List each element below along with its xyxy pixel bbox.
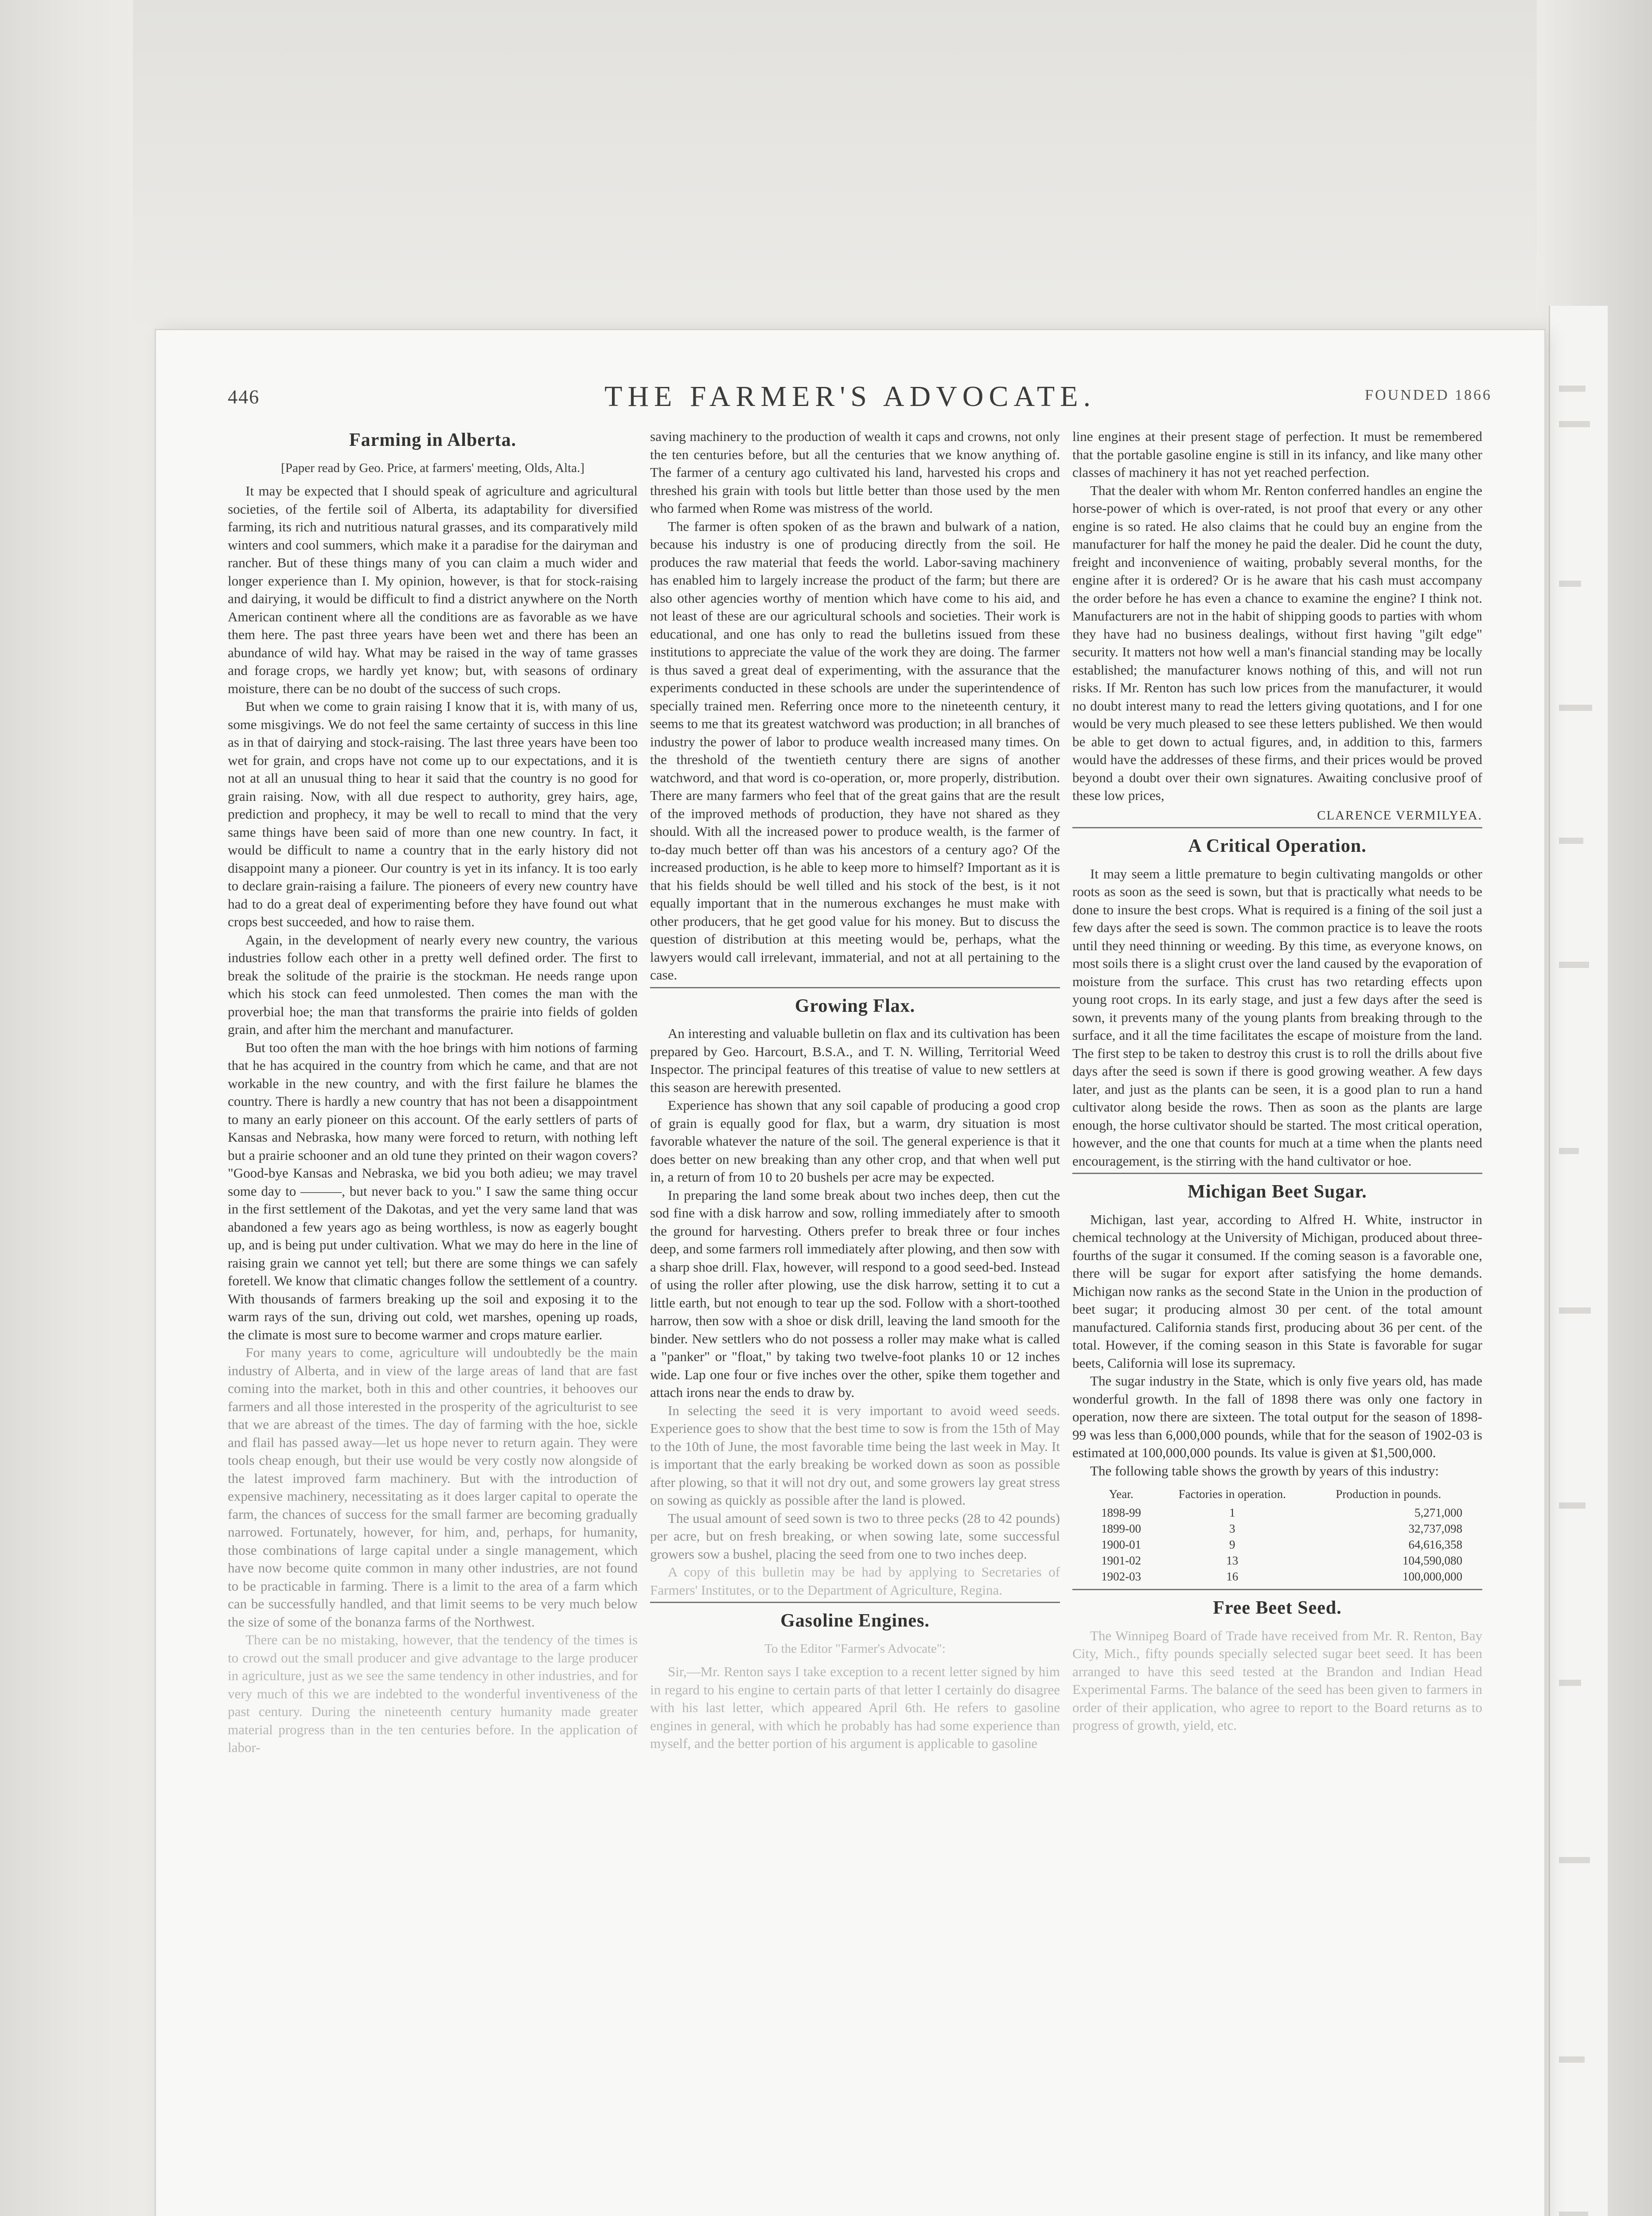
column-header: Year. (1109, 1487, 1134, 1501)
table-cell-factories: 3 (1229, 1522, 1235, 1535)
table-cell-production: 100,000,000 (1403, 1570, 1462, 1583)
paragraph: The sugar industry in the State, which is only five years old, has made wonderful growth. In the fall of 1898 there was only one factory in operation, now there are sixteen. The total output for the season of 1898-99 was less than 6,000,000 pounds, while that for the season of 1902-03 is estimated at 100,000,000 pounds. Its value is given at $1,500,000. (1072, 1373, 1482, 1460)
paragraph: Sir,—Mr. Renton says I take exception to a recent letter signed by him in regard to his engine to certain parts of that letter I certainly do disagree with his last letter, which appeared April 6th. He refers to gasoline engines in general, with which he probably has had some experience than myself, and the better portion of his argument is applicable to gasoline (650, 1664, 1060, 1751)
paragraph: The following table shows the growth by years of this industry: (1090, 1463, 1439, 1479)
paragraph: Michigan, last year, according to Alfred H. White, instructor in chemical technology at the University of Michigan, produced about three-fourths of the sugar it consumed. If the coming season is a favorable one, there will be sugar for export after satisfying the home demands. Michigan now ranks as the second State in the Union in the production of beet sugar; it producing almost 30 per cent. of the total amount manufactured. California stands first, producing about 36 per cent. of the total. However, if the coming season in this State is favorable for sugar beets, California will lose its supremacy. (1072, 1211, 1482, 1371)
paragraph: For many years to come, agriculture will undoubtedly be the main industry of Alberta, and in view of the large areas of land that are fast coming into the market, both in this and other countries, it behooves our farmers and all those interested in the prosperity of the agriculturist to see that we are abreast of the times. The day of farming with the hoe, sickle and flail has passed away—let us hope never to return again. They were tools cheap enough, but their use would be very costly now alongside of the latest improved farm machinery. But with the introduction of expensive machinery, necessitating as it does larger capital to operate the farm, the chances of success for the small farmer are becoming gradually narrowed. Fortunately, however, for him, and, perhaps, for humanity, those combinations of large capital under a single management, which have now become quite common in many other industries, are not found to be practicable in farming. There is a limit to the area of a farm which can be successfully handled, and that limit seems to be very much below the size of some of the bonanza farms of the Northwest. (228, 1345, 638, 1630)
paragraph: Experience has shown that any soil capable of producing a good crop of grain is equally good for flax, but a warm, dry situation is most favorable whatever the nature of the soil. The general experience is that it does better on new breaking than any other crop, and that when well put in, a return of from 10 to 20 bushels per acre may be expected. (650, 1097, 1060, 1185)
column-1 (228, 428, 638, 1757)
table-cell-production: 104,590,080 (1403, 1554, 1462, 1567)
table-cell-year: 1901-02 (1101, 1554, 1141, 1567)
table-cell-year: 1898-99 (1101, 1506, 1141, 1519)
page-number: 446 (228, 386, 260, 408)
paragraph: In preparing the land some break about two inches deep, then cut the sod fine with a disk harrow and sow, rolling immediately after to smooth the ground for harvesting. Others prefer to break three or four inches deep, and some farmers roll immediately after plowing, and then sow with a sharp shoe drill. Flax, however, will respond to a good seed-bed. Instead of using the roller after plowing, use the disk harrow, setting it to cut a little earth, but not enough to tear up the sod. Follow with a short-toothed harrow, then sow with a shoe or disk drill, leaving the land smooth for the binder. New settlers who do not possess a roller may make what is called a "panker" or "float," by taking two twelve-foot planks 10 or 12 inches wide. Lap one four or five inches over the other, spike them together and attach irons near the ends to draw by. (650, 1187, 1060, 1400)
table-cell-production: 64,616,358 (1408, 1538, 1462, 1551)
paragraph: It may seem a little premature to begin cultivating mangolds or other roots as soon as the seed is sown, but that is practically what needs to be done to insure the best crops. What is required is a fining of the soil just a few days after the seed is sown. The common practice is to leave the roots until they need thinning or weeding. By this time, as everyone knows, on most soils there is a slight crust over the land caused by the evaporation of moisture from the surface. This crust has two retarding effects upon young root crops. In its early stage, and just a few days after the seed is sown, it prevents many of the young plants from breaking through to the surface, and it all the time facilitates the escape of moisture from the land. The first step to be taken to destroy this crust is to roll the drills about five days after the seed is sown if there is good growing weather. A few days later, and just as the plants can be seen, it is a good plan to run a hand cultivator along beside the rows. Then as soon as the plants are large enough, the horse cultivator should be started. The most critical operation, however, and the one that counts for much at a time when the plants need encouragement, is the stirring with the hand cultivator or hoe. (1072, 866, 1482, 1169)
table-header-row (1089, 1486, 1466, 1505)
article-title-farming-in-alberta: Farming in Alberta. (349, 430, 517, 450)
paragraph: But when we come to grain raising I know that it is, with many of us, some misgivings. We do not feel the same certainty of success in this line as in that of dairying and stock-raising. The last three years have been too wet for grain, and crops have not come up to our expectations, and it is not at all an unusual thing to hear it said that the country is no good for grain raising. Now, with all due respect to authority, grey hairs, age, prediction and prophecy, it may be well to recall to mind that the very same things have been said of more than one new country. In fact, it would be difficult to name a country that in the early history did not disappoint many a pioneer. Our country is yet in its infancy. It is too early to declare grain-raising a failure. The pioneers of every new country have had to do a great deal of experimenting before they have found out what crops best succeeded, and how to raise them. (228, 698, 638, 929)
table-cell-production: 32,737,098 (1408, 1522, 1462, 1535)
scan-background-top (0, 0, 1652, 337)
paragraph: In selecting the seed it is very important to avoid weed seeds. Experience goes to show that the best time to sow is from the 15th of May to the 10th of June, the most favorable time being the last week in May. It is important that the early breaking be worked down as soon as possible after plowing, so that it will not dry out, and some growers lay great stress on sowing as quickly as possible after the land is plowed. (650, 1402, 1060, 1508)
paragraph: An interesting and valuable bulletin on flax and its cultivation has been prepared by Geo. Harcourt, B.S.A., and T. N. Willing, Territorial Weed Inspector. The principal features of this treatise of value to new settlers at this season are herewith presented. (650, 1026, 1060, 1095)
article-divider (650, 1602, 1060, 1603)
letter-address: To the Editor "Farmer's Advocate": (764, 1641, 946, 1656)
table-row (1089, 1568, 1466, 1584)
paragraph: The farmer is often spoken of as the brawn and bulwark of a nation, because his industry is one of producing directly from the soil. He produces the raw material that feeds the world. Labor-saving machinery has enabled him to largely increase the product of the farm; but there are also other agencies worthy of mention which have come to his aid, and not least of these are our agricultural schools and societies. Their work is educational, and one has only to read the bulletins issued from these institutions to appreciate the value of the work they are doing. The farmer is thus saved a great deal of experimenting, with the assurance that the experiments conducted in these schools are under the superintendence of specially trained men. Referring once more to the nineteenth century, it seems to me that its greatest watchword was production; in all branches of industry the power of labor to produce wealth increased many times. On the threshold of the twentieth century there are signs of another watchword, and that word is co-operation, or, more properly, distribution. There are many farmers who feel that of the great gains that are the result of the improved methods of production, they have not shared as they should. With all the increased power to produce wealth, is the farmer of to-day much better off than was his ancestors of a century ago? Of the increased production, is he able to keep more to himself? Important as it is that his fields should be well tilled and his stock of the best, is it not equally important that in the numerous exchanges he must make with other producers, that he get good value for his money. But to discuss the question of distribution at this meeting would be, perhaps, what the lawyers would call irrelevant, immaterial, and not at all pertaining to the case. (650, 518, 1060, 983)
column-2 (650, 428, 1060, 1753)
table-cell-factories: 1 (1229, 1506, 1235, 1519)
production-table (1089, 1486, 1466, 1584)
article-divider (650, 987, 1060, 988)
newspaper-page (156, 330, 1544, 2216)
article-divider (1072, 1589, 1482, 1590)
letter-signature: CLARENCE VERMILYEA. (1317, 808, 1482, 823)
table-row (1089, 1537, 1466, 1553)
table-cell-factories: 13 (1226, 1554, 1239, 1567)
publication-title: THE FARMER'S ADVOCATE. (604, 380, 1096, 413)
paragraph: Again, in the development of nearly every new country, the various industries follow each other in a pretty well defined order. The first to break the solitude of the prairie is the stockman. He needs range upon which his stock can feed unmolested. Then comes the man with the proverbial hoe; the man that transforms the prairie into fields of golden grain, and after him the merchant and manufacturer. (228, 932, 638, 1037)
table-cell-factories: 16 (1226, 1570, 1239, 1583)
paragraph: line engines at their present stage of perfection. It must be remembered that the portable gasoline engine is still in its infancy, and like many other classes of machinery it has not yet reached perfection. (1072, 429, 1482, 480)
paragraph: There can be no mistaking, however, that the tendency of the times is to crowd out the small producer and give advantage to the large producer in agriculture, just as we see the same tendency in other industries, and for very much of this we are indebted to the wonderful inventiveness of the past century. During the nineteenth century humanity made greater material progress than in the ten centuries before. In the application of labor- (228, 1632, 638, 1755)
article-title-free-beet-seed: Free Beet Seed. (1213, 1598, 1342, 1618)
table-cell-factories: 9 (1229, 1538, 1235, 1551)
table-cell-year: 1899-00 (1101, 1522, 1141, 1535)
article-title-gasoline-engines: Gasoline Engines. (780, 1611, 930, 1631)
paragraph: The usual amount of seed sown is two to three pecks (28 to 42 pounds) per acre, but on fresh breaking, or when sowing late, some successful growers sow a bushel, placing the seed from one to two inches deep. (650, 1510, 1060, 1562)
article-title-growing-flax: Growing Flax. (795, 995, 916, 1016)
table-row (1089, 1553, 1466, 1568)
article-title-critical-operation: A Critical Operation. (1188, 836, 1367, 856)
column-header: Production in pounds. (1336, 1487, 1442, 1501)
scan-background-left (0, 0, 133, 2216)
paragraph: It may be expected that I should speak of agriculture and agricultural societies, of the fertile soil of Alberta, its adaptability for diversified farming, its rich and nutritious natural grasses, and its comparatively mild winters and cool summers, which make it a paradise for the dairyman and rancher. But of these things many of you can claim a much wider and longer experience than I. My opinion, however, is that for stock-raising and dairying, it would be difficult to find a district anywhere on the North American continent where all the conditions are as favorable as we have them here. The past three years have been wet and there has been an abundance of wild hay. What may be raised in the way of tame grasses and forage crops, we hardly yet know; but, with seasons of ordinary moisture, there can be no doubt of the success of such crops. (228, 483, 638, 696)
paragraph: But too often the man with the hoe brings with him notions of farming that he has acquired in the country from which he came, and that are not workable in the new country, and with the first failure he blames the country. There is hardly a new country that has not been a disappointment to many an early pioneer on this account. Of the early settlers of parts of Kansas and Nebraska, how many were forced to return, with nothing left but a prairie schooner and an old tune they printed on their wagon covers? "Good-bye Kansas and Nebraska, we bid you both adieu; we may travel some day to ———, but never back to you." I saw the same thing occur in the first settlement of the Dakotas, and yet the very same land that was abandoned a few years ago as being worthless, is now as eagerly bought up, and is being put under cultivation. What we may do here in the line of raising grain we cannot yet tell; but there are some things we can safely foretell. We know that climatic changes follow the settlement of a country. With thousands of farmers breaking up the soil and exposing it to the warm rays of the sun, driving out cold, wet marshes, opening up roads, the climate is most sure to become warmer and crops mature earlier. (228, 1039, 638, 1342)
paragraph: saving machinery to the production of wealth it caps and crowns, not only the ten centuries before, but all the centuries that we know anything of. The farmer of a century ago cultivated his land, harvested his crops and threshed his grain with tools but little better than those used by the men who farmed when Rome was mistress of the world. (650, 429, 1060, 516)
table-cell-year: 1900-01 (1101, 1538, 1141, 1551)
paragraph: The Winnipeg Board of Trade have received from Mr. R. Renton, Bay City, Mich., fifty pounds specially selected sugar beet seed. It has been arranged to have this seed tested at the Brandon and Indian Head Experimental Farms. The balance of the seed has been given to farmers in order of their application, who agree to report to the Board returns as to progress of growth, yield, etc. (1072, 1627, 1482, 1733)
paragraph: That the dealer with whom Mr. Renton conferred handles an engine the horse-power of which is over-rated, is not proof that every or any other engine is so rated. He also claims that he could buy an engine from the manufacturer for half the money he paid the dealer. Did he count the duty, freight and inconvenience of waiting, probably several months, for the engine after it is ordered? Or is he aware that his cash must accompany the order before he has even a chance to examine the engine? I think not. Manufacturers are not in the habit of shipping goods to parties with whom they have had no business dealings, without first having "gilt edge" security. It matters not how well a man's financial standing may be locally established; the manufacturer knows nothing of this, and will not run risks. If Mr. Renton has such low prices from the manufacturer, it would no doubt interest many to read the letters giving quotations, and I for one would be very much pleased to see these letters published. We then would be able to get down to actual figures, and, in addition to this, farmers would have the addresses of these firms, and their prices would be proved beyond a doubt over their own signatures. Awaiting conclusive proof of these low prices, (1072, 482, 1482, 803)
table-cell-production: 5,271,000 (1414, 1506, 1462, 1519)
article-divider (1072, 1173, 1482, 1174)
table-row (1089, 1521, 1466, 1537)
adjacent-page-edge (1549, 306, 1608, 2216)
table-cell-year: 1902-03 (1101, 1570, 1141, 1583)
table-row (1089, 1505, 1466, 1521)
page-header (156, 330, 1544, 419)
column-3 (1072, 428, 1482, 1735)
article-subtitle: [Paper read by Geo. Price, at farmers' meeting, Olds, Alta.] (281, 460, 584, 475)
article-divider (1072, 827, 1482, 828)
founded-note: FOUNDED 1866 (1365, 387, 1492, 403)
column-header: Factories in operation. (1178, 1487, 1286, 1501)
article-title-michigan-beet-sugar: Michigan Beet Sugar. (1188, 1182, 1367, 1202)
paragraph: A copy of this bulletin may be had by applying to Secretaries of Farmers' Institutes, or to the Department of Agriculture, Regina. (650, 1564, 1060, 1598)
